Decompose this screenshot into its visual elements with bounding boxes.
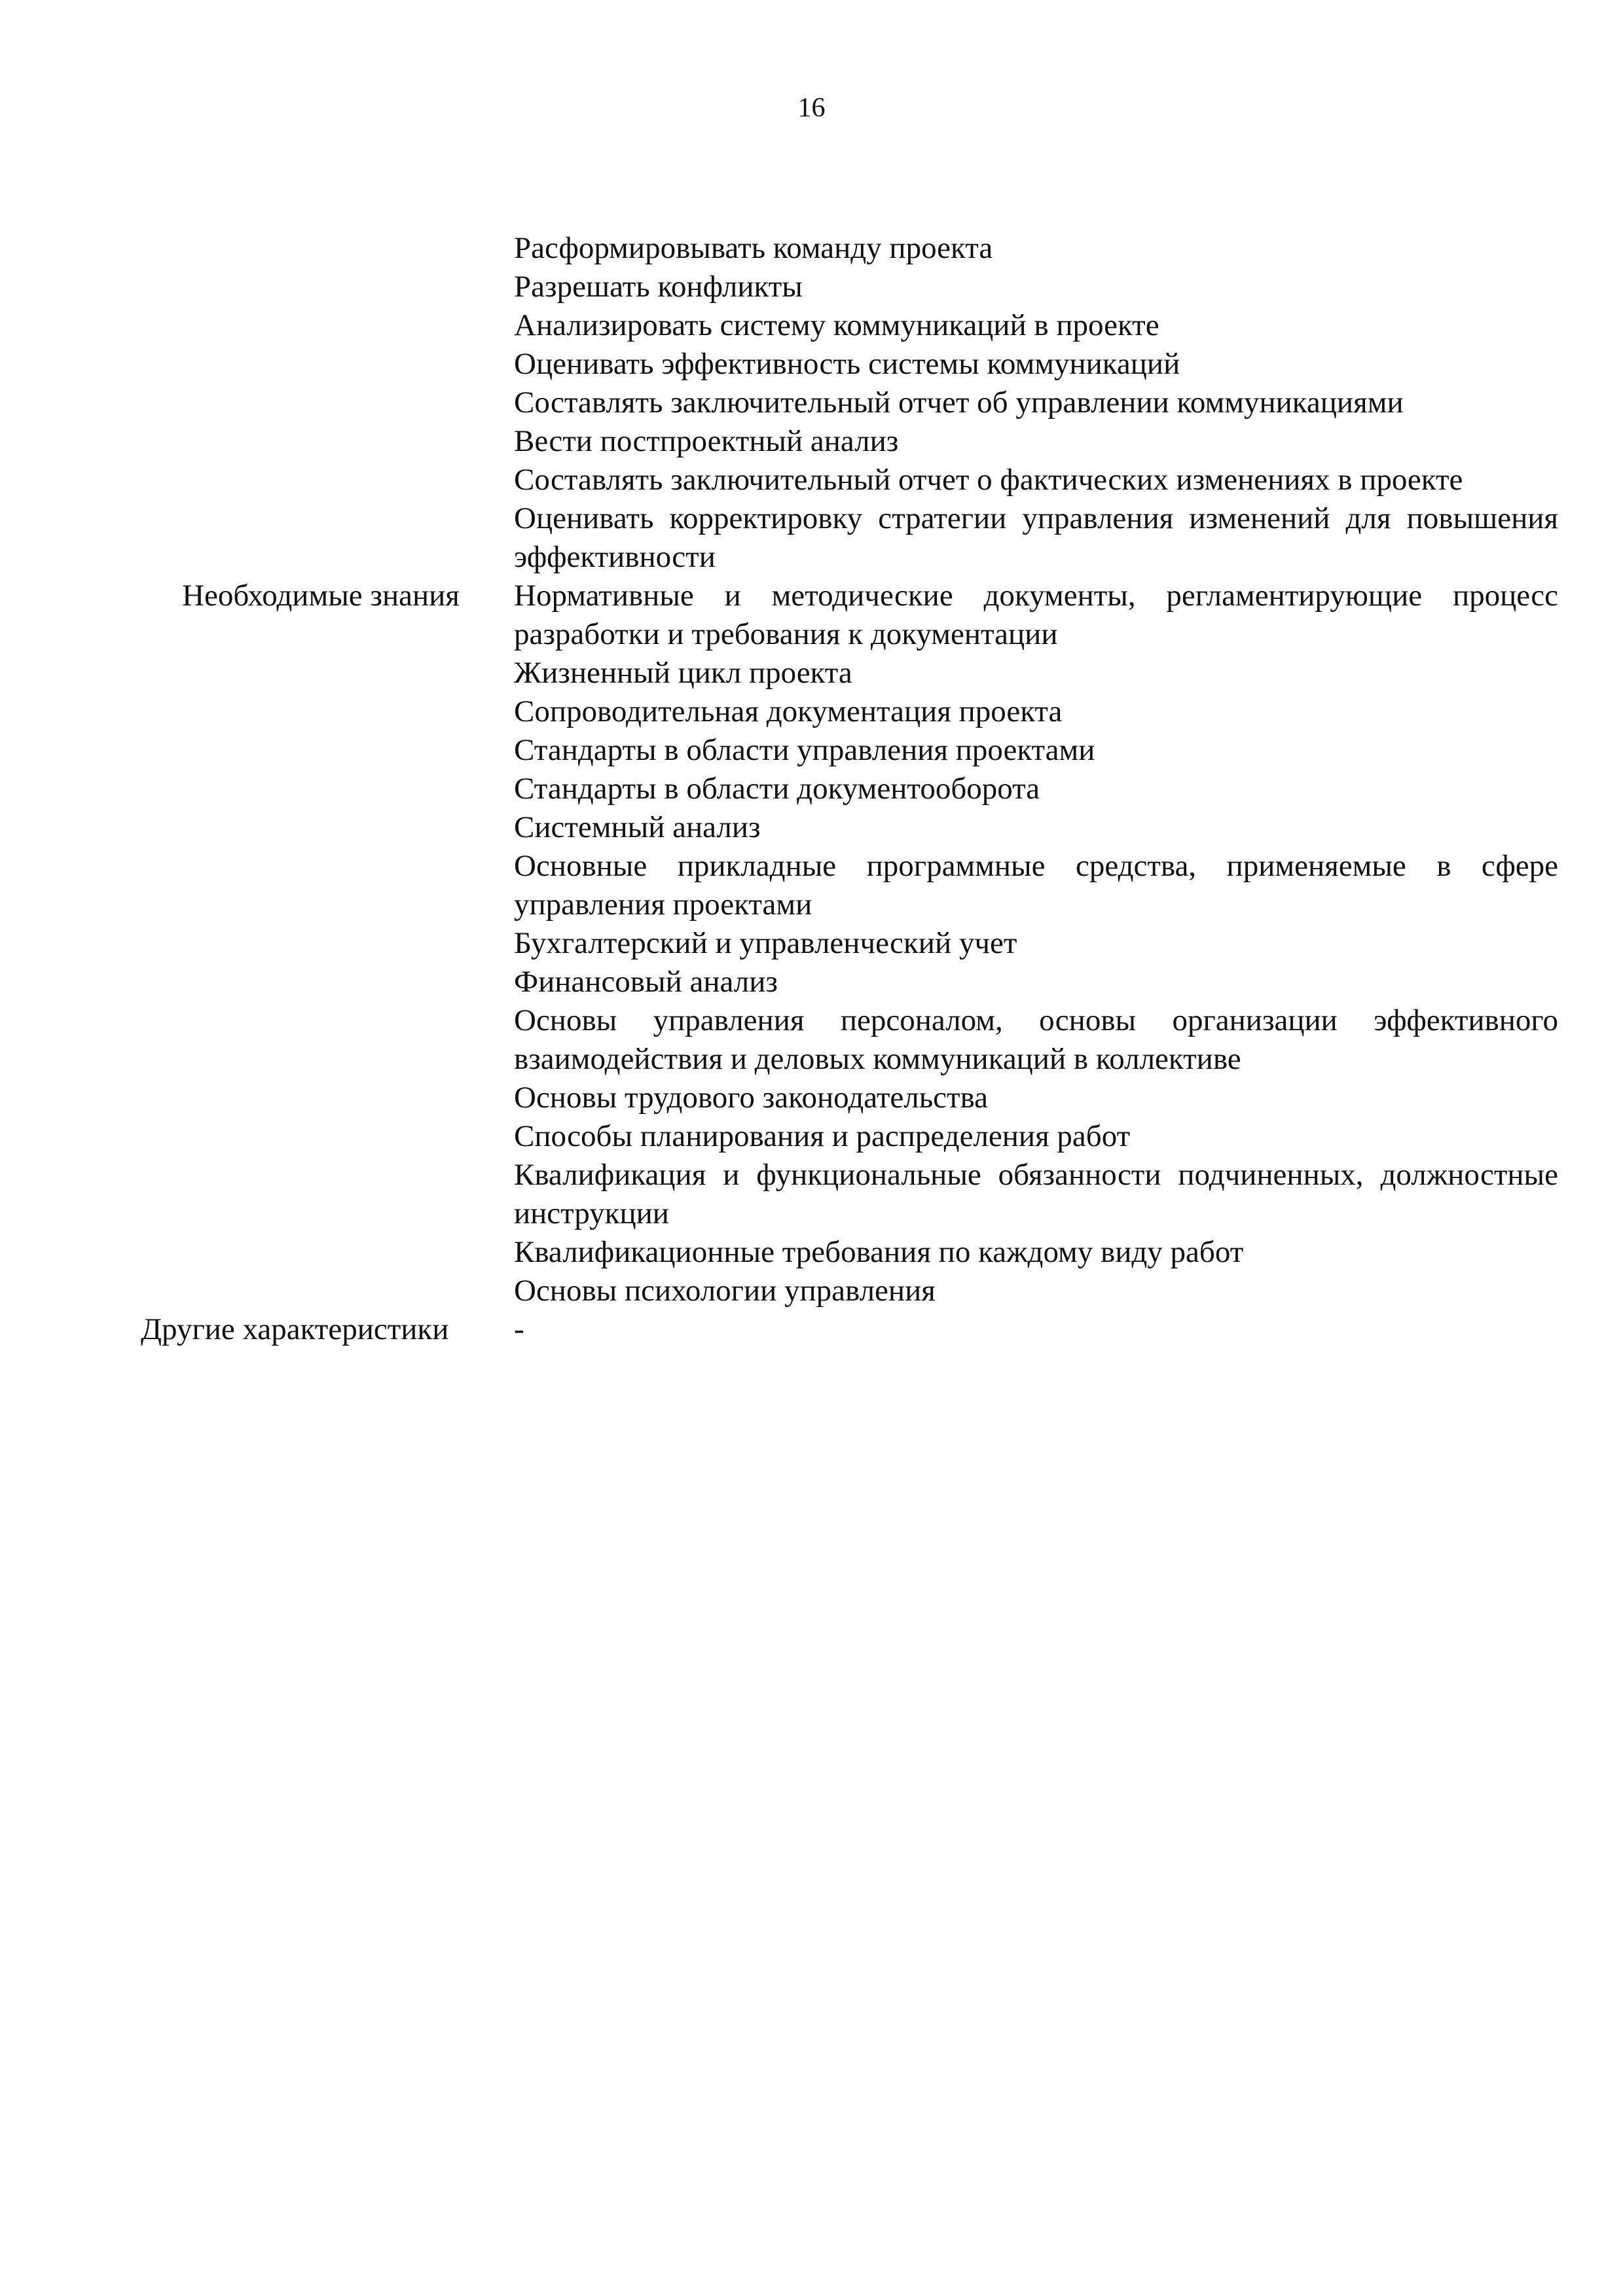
list-item: Анализировать систему коммуникаций в проекте <box>514 308 1159 342</box>
list-item: Стандарты в области управления проектами <box>514 733 1095 767</box>
list-item: Составлять заключительный отчет об управлении коммуникациями <box>514 386 1404 420</box>
row-label-other: Другие характеристики <box>141 1312 449 1346</box>
characteristics-table <box>141 229 1558 1349</box>
list-item: Разрешать конфликты <box>514 270 803 304</box>
knowledge-row <box>141 577 1558 1310</box>
list-item: Системный анализ <box>514 810 761 844</box>
list-item: Квалификация и функциональные обязанности подчиненных, должностные инструкции <box>514 1158 1558 1230</box>
list-item: Оценивать корректировку стратегии управления изменений для повышения эффективности <box>514 501 1558 574</box>
list-item: Основы психологии управления <box>514 1274 936 1308</box>
list-item: Способы планирования и распределения работ <box>514 1119 1131 1153</box>
list-item: Стандарты в области документооборота <box>514 772 1040 806</box>
list-item: Расформировывать команду проекта <box>514 231 993 265</box>
list-item: Нормативные и методические документы, регламентирующие процесс разработки и требования к документации <box>514 579 1558 651</box>
list-item: Сопроводительная документация проекта <box>514 694 1063 728</box>
list-item: Основы трудового законодательства <box>514 1081 989 1115</box>
list-item: Вести постпроектный анализ <box>514 424 899 458</box>
list-item: Квалификационные требования по каждому виду работ <box>514 1235 1244 1269</box>
skills-row <box>141 229 1558 577</box>
page-number: 16 <box>797 93 826 123</box>
list-item: - <box>514 1312 524 1346</box>
list-item: Бухгалтерский и управленческий учет <box>514 926 1017 960</box>
list-item: Финансовый анализ <box>514 965 778 999</box>
list-item: Основы управления персоналом, основы организации эффективного взаимодействия и деловых коммуникаций в коллективе <box>514 1003 1558 1076</box>
list-item: Составлять заключительный отчет о фактических изменениях в проекте <box>514 463 1463 497</box>
row-label-knowledge: Необходимые знания <box>182 579 460 613</box>
other-list <box>514 1310 1558 1349</box>
other-row <box>141 1310 1558 1349</box>
skills-list <box>514 229 1558 577</box>
list-item: Основные прикладные программные средства, применяемые в сфере управления проектами <box>514 849 1558 922</box>
list-item: Оценивать эффективность системы коммуникаций <box>514 347 1180 381</box>
knowledge-list <box>514 577 1558 1310</box>
list-item: Жизненный цикл проекта <box>514 656 852 690</box>
